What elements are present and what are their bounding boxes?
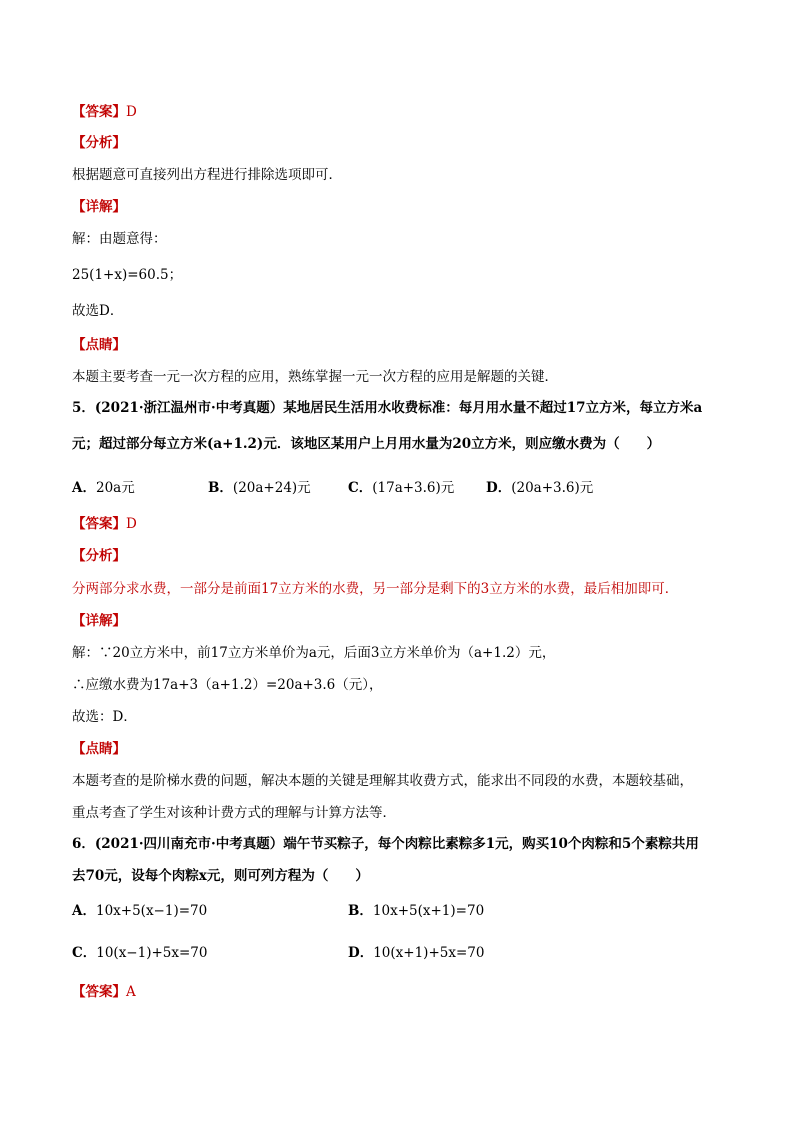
detail-tag: 【详解】 — [72, 199, 126, 215]
answer-value: D — [126, 516, 137, 532]
q5-comment-line-1: 本题考查的是阶梯水费的问题，解决本题的关键是理解其收费方式，能求出不同段的水费，本题较基础， — [72, 773, 693, 789]
q5-comment-tag — [72, 740, 126, 758]
option-text: (20a+3.6)元 — [511, 480, 594, 496]
q5-detail-tag — [72, 612, 126, 630]
option-label: D． — [486, 480, 512, 496]
q5-stem-line-1: 5．(2021·浙江温州市·中考真题）某地居民生活用水收费标准：每月用水量不超过17立方米，每立方米a — [72, 400, 703, 416]
option-text: 10(x+1)+5x=70 — [373, 945, 485, 961]
q4-detail-line-3: 故选D． — [72, 303, 124, 319]
option-label: B． — [348, 903, 373, 919]
q5-analysis-text: 分两部分求水费，一部分是前面17立方米的水费，另一部分是剩下的3立方米的水费，最后相加即可． — [72, 581, 679, 597]
q6-option-a — [72, 902, 207, 920]
option-label: C． — [72, 945, 97, 961]
q4-comment-tag — [72, 336, 126, 354]
answer-tag: 【答案】 — [72, 104, 126, 120]
q5-detail-line-1: 解：∵20立方米中，前17立方米单价为a元，后面3立方米单价为（a+1.2）元， — [72, 645, 556, 661]
option-text: 10(x−1)+5x=70 — [96, 945, 208, 961]
option-text: 20a元 — [95, 480, 135, 496]
q6-stem-line-2: 去70元，设每个肉粽x元，则可列方程为（ ） — [72, 868, 369, 884]
q5-detail-line-3: 故选：D． — [72, 709, 137, 725]
q5-option-b — [208, 479, 311, 497]
q4-detail-line-1: 解：由题意得： — [72, 231, 167, 247]
q6-option-d — [348, 944, 484, 962]
comment-tag: 【点睛】 — [72, 337, 126, 353]
q5-analysis-tag — [72, 547, 126, 565]
option-label: A． — [72, 903, 96, 919]
q6-option-b — [348, 902, 484, 920]
q5-detail-line-2: ∴应缴水费为17a+3（a+1.2）=20a+3.6（元）， — [72, 677, 383, 693]
analysis-tag: 【分析】 — [72, 548, 126, 564]
option-label: A． — [72, 480, 96, 496]
q5-option-a — [72, 479, 135, 497]
q4-analysis-text: 根据题意可直接列出方程进行排除选项即可． — [72, 167, 342, 183]
q5-stem-line-2: 元；超过部分每立方米(a+1.2)元．该地区某用户上月用水量为20立方米，则应缴水费为（ ） — [72, 436, 661, 452]
option-text: (20a+24)元 — [232, 480, 311, 496]
option-label: C． — [348, 480, 373, 496]
q4-equation: 25(1+x)=60.5； — [72, 267, 183, 283]
option-text: (17a+3.6)元 — [372, 480, 455, 496]
q6-answer-line — [72, 983, 136, 1001]
option-label: D． — [348, 945, 374, 961]
q5-answer-line — [72, 515, 137, 533]
detail-tag: 【详解】 — [72, 613, 126, 629]
answer-value: A — [126, 984, 136, 1000]
q6-option-c — [72, 944, 207, 962]
q5-comment-line-2: 重点考查了学生对该种计费方式的理解与计算方法等． — [72, 805, 396, 821]
option-text: 10x+5(x−1)=70 — [95, 903, 208, 919]
answer-tag: 【答案】 — [72, 516, 126, 532]
answer-tag: 【答案】 — [72, 984, 126, 1000]
q5-option-d — [486, 479, 593, 497]
q6-stem-line-1: 6．(2021·四川南充市·中考真题）端午节买粽子，每个肉粽比素粽多1元，购买10个肉粽和5个素粽共用 — [72, 836, 699, 852]
q5-option-c — [348, 479, 454, 497]
comment-tag: 【点睛】 — [72, 741, 126, 757]
analysis-tag: 【分析】 — [72, 135, 126, 151]
q4-answer-line — [72, 103, 137, 121]
option-label: B． — [208, 480, 233, 496]
answer-value: D — [126, 104, 137, 120]
q4-comment-text: 本题主要考查一元一次方程的应用，熟练掌握一元一次方程的应用是解题的关键． — [72, 369, 558, 385]
q4-analysis-tag — [72, 134, 126, 152]
q4-detail-tag — [72, 198, 126, 216]
option-text: 10x+5(x+1)=70 — [372, 903, 485, 919]
